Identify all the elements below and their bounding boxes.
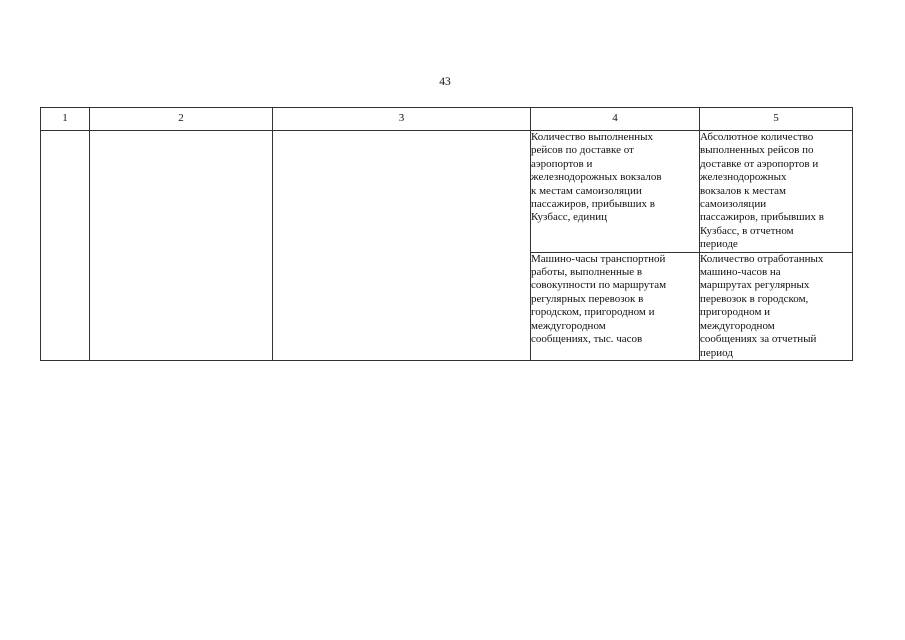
table-cell-col2	[90, 131, 273, 361]
table-cell-col3	[273, 131, 531, 361]
indicator-description-cell: Абсолютное количество выполненных рейсов по доставке от аэропортов и железнодорожных вокзалов к местам самоизоляции пассажиров, прибывших в Кузбасс, в отчетном периоде	[700, 131, 853, 253]
indicator-name-cell: Машино-часы транспортной работы, выполненные в совокупности по маршрутам регулярных перевозок в городском, пригородном и междугородном сообщениях, тыс. часов	[531, 252, 700, 360]
column-header-5: 5	[700, 108, 853, 131]
column-header-2: 2	[90, 108, 273, 131]
column-header-4: 4	[531, 108, 700, 131]
table-cell-col1	[41, 131, 90, 361]
table-header-row	[41, 108, 853, 131]
indicator-name-cell: Количество выполненных рейсов по доставке от аэропортов и железнодорожных вокзалов к местам самоизоляции пассажиров, прибывших в Кузбасс, единиц	[531, 131, 700, 253]
column-header-3: 3	[273, 108, 531, 131]
page-number: 43	[439, 76, 451, 88]
column-header-1: 1	[41, 108, 90, 131]
indicators-table	[40, 107, 853, 361]
indicator-description-cell: Количество отработанных машино-часов на маршрутах регулярных перевозок в городском, пригородном и междугородном сообщениях за отчетный период	[700, 252, 853, 360]
table-row	[41, 131, 853, 253]
